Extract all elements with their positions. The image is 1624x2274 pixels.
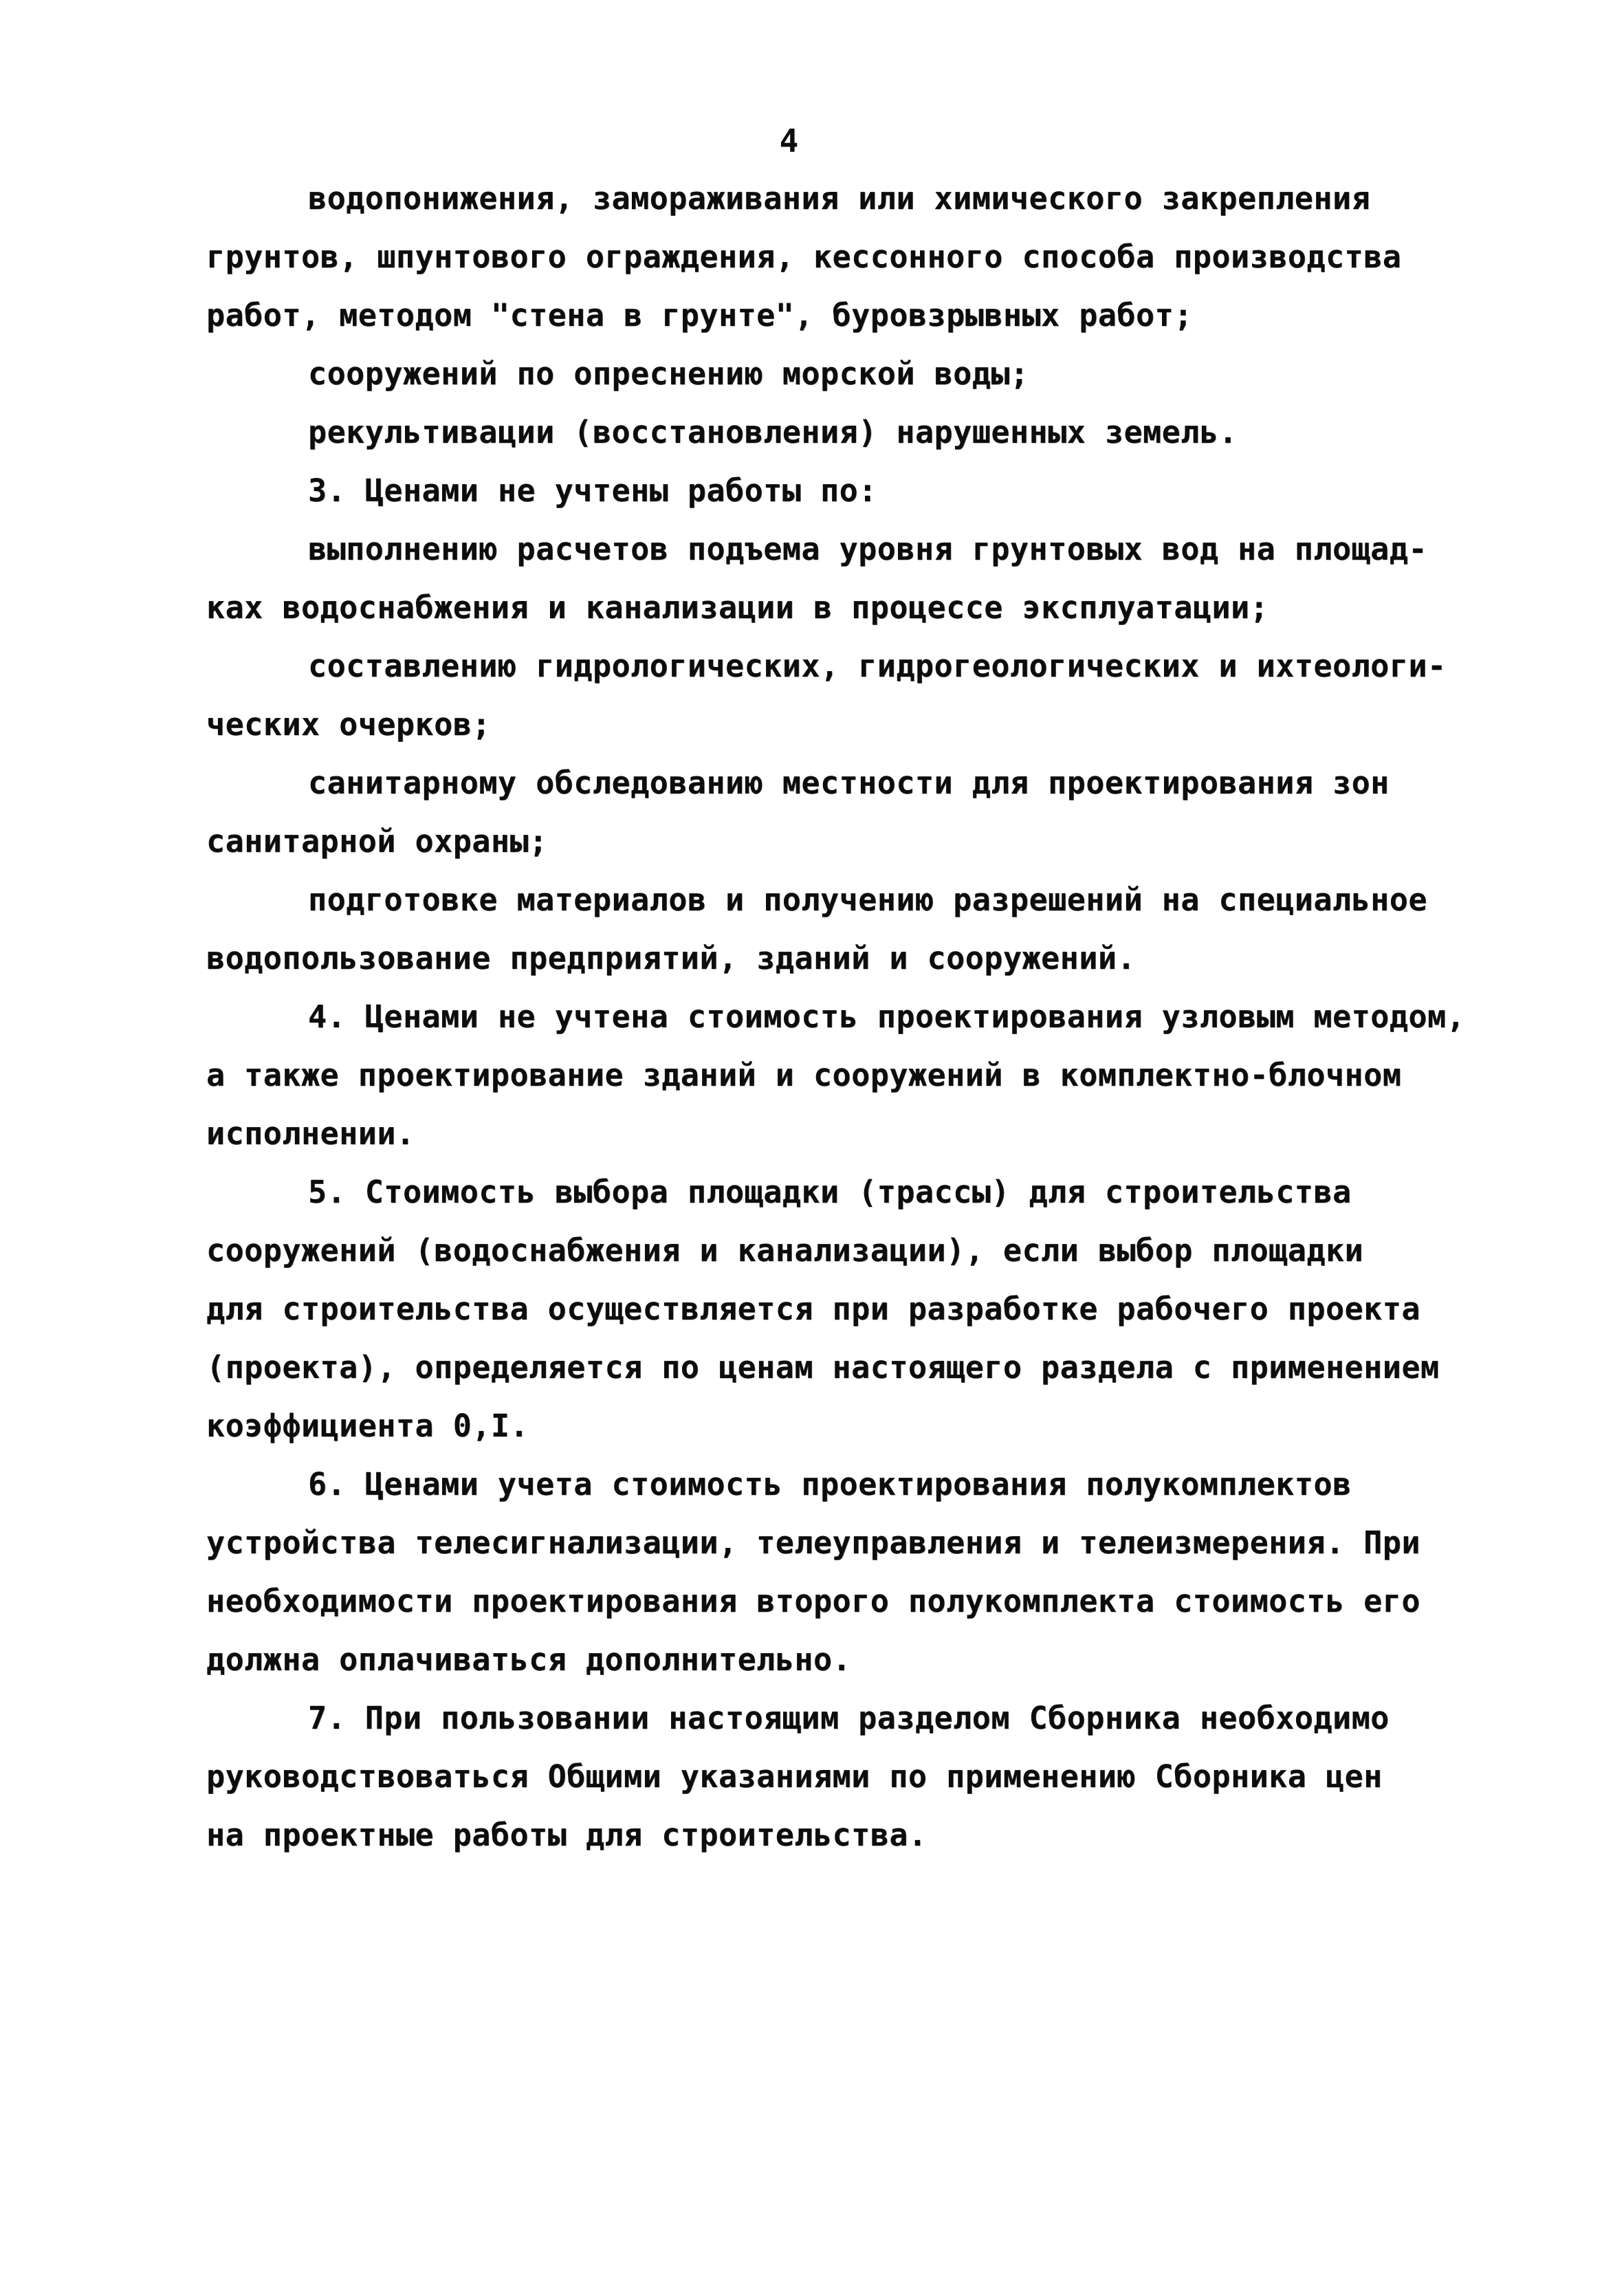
text-line: сооружений (водоснабжения и канализации), если выбор площадки: [206, 1232, 1364, 1269]
text-line: рекультивации (восстановления) нарушенных земель.: [308, 414, 1238, 450]
text-line: ческих очерков;: [206, 706, 491, 743]
text-line: а также проектирование зданий и сооружений в комплектно-блочном: [206, 1057, 1402, 1093]
text-block: [206, 169, 1466, 1864]
text-line: составлению гидрологических, гидрогеологических и ихтеологи-: [308, 648, 1447, 684]
text-line: 7. При пользовании настоящим разделом Сборника необходимо: [308, 1700, 1390, 1736]
text-line: грунтов, шпунтового ограждения, кессонного способа производства: [206, 239, 1402, 275]
text-line: 5. Стоимость выбора площадки (трассы) для строительства: [308, 1174, 1352, 1210]
text-line: руководствоваться Общими указаниями по применению Сборника цен: [206, 1758, 1383, 1795]
text-line: на проектные работы для строительства.: [206, 1817, 928, 1853]
text-line: (проекта), определяется по ценам настоящего раздела с применением: [206, 1349, 1440, 1386]
text-line: 6. Ценами учета стоимость проектирования полукомплектов: [308, 1466, 1352, 1502]
text-line: водопользование предприятий, зданий и сооружений.: [206, 940, 1137, 976]
text-line: санитарной охраны;: [206, 823, 548, 860]
text-line: 3. Ценами не учтены работы по:: [308, 472, 877, 509]
text-line: сооружений по опреснению морской воды;: [308, 356, 1029, 392]
text-line: для строительства осуществляется при разработке рабочего проекта: [206, 1291, 1420, 1327]
text-line: водопонижения, замораживания или химического закрепления: [308, 180, 1371, 217]
text-line: необходимости проектирования второго полукомплекта стоимость его: [206, 1583, 1420, 1619]
text-line: работ, методом "стена в грунте", буровзрывных работ;: [206, 297, 1193, 334]
page-number: 4: [779, 122, 800, 160]
text-line: коэффициента 0,I.: [206, 1408, 529, 1444]
text-line: санитарному обследованию местности для проектирования зон: [308, 765, 1390, 801]
text-line: устройства телесигнализации, телеуправления и телеизмерения. При: [206, 1524, 1420, 1561]
text-line: исполнении.: [206, 1115, 415, 1152]
text-line: выполнению расчетов подъема уровня грунтовых вод на площад-: [308, 531, 1427, 567]
text-line: 4. Ценами не учтена стоимость проектирования узловым методом,: [308, 998, 1466, 1035]
text-line: подготовке материалов и получению разрешений на специальное: [308, 882, 1427, 918]
text-line: должна оплачиваться дополнительно.: [206, 1641, 852, 1678]
text-line: ках водоснабжения и канализации в процессе эксплуатации;: [206, 589, 1269, 626]
